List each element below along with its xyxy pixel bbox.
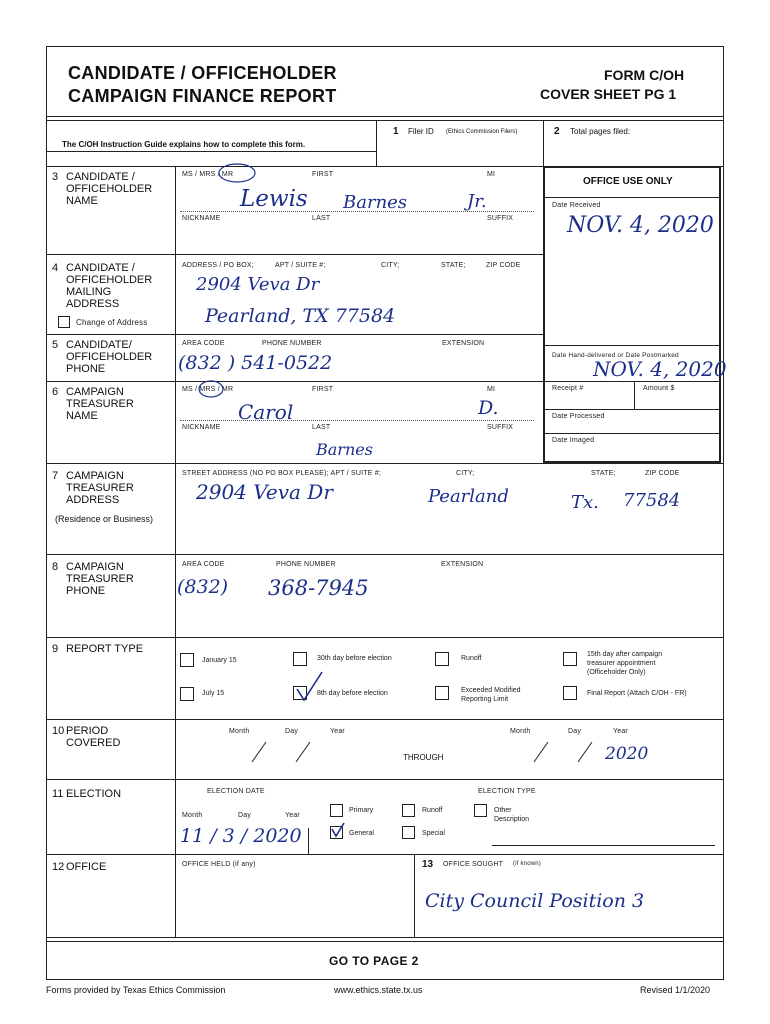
s5-area-label: AREA CODE	[182, 340, 225, 347]
s10-day-label: Day	[285, 728, 299, 735]
row-rule-12	[46, 937, 723, 938]
day15-checkbox[interactable]	[563, 652, 577, 666]
s3-last-label: LAST	[312, 215, 331, 222]
filer-id-note: (Ethics Commission Filers)	[446, 129, 518, 135]
s11-year-label: Year	[285, 812, 300, 819]
s10-end-day-label: Day	[568, 728, 582, 735]
postmark-label: Date Hand-delivered or Date Postmarked	[552, 352, 679, 359]
s7-zip-label: ZIP CODE	[645, 470, 680, 477]
s6-first-label: FIRST	[312, 386, 334, 393]
s13-value[interactable]: City Council Position 3	[425, 890, 645, 912]
s10-end-month-label: Month	[510, 728, 531, 735]
s8-phone-value[interactable]: 368-7945	[268, 576, 369, 600]
s7-num: 7	[52, 470, 59, 482]
s13-note: (if known)	[513, 861, 542, 867]
s10-num: 10	[52, 725, 65, 737]
divider-v1	[376, 120, 377, 166]
header-rule	[46, 116, 723, 117]
primary-label: Primary	[349, 807, 374, 814]
filer-id-label: Filer ID	[408, 127, 434, 136]
s3-suffix-label: SUFFIX	[487, 215, 514, 222]
day30-checkbox[interactable]	[293, 652, 307, 666]
office-use-title: OFFICE USE ONLY	[583, 176, 673, 187]
s8-area-label: AREA CODE	[182, 561, 225, 568]
s5-phone-value[interactable]: (832 ) 541-0522	[178, 352, 333, 374]
s4-address-label: ADDRESS / PO BOX;	[182, 262, 254, 269]
s4-address-line2[interactable]: Pearland, TX 77584	[205, 305, 396, 327]
other-checkbox[interactable]	[474, 804, 487, 817]
s7-city-label: CITY;	[456, 470, 475, 477]
primary-checkbox[interactable]	[330, 804, 343, 817]
row-rule-5	[46, 381, 543, 382]
day15-label: 15th day after campaign treasurer appointment (Officeholder Only)	[587, 651, 663, 676]
e-runoff-checkbox[interactable]	[402, 804, 415, 817]
instruction-underline	[46, 151, 376, 152]
s13-num: 13	[422, 859, 434, 870]
s4-zip-label: ZIP CODE	[486, 262, 521, 269]
other-label: Other Description	[494, 807, 530, 823]
s8-num: 8	[52, 561, 59, 573]
amount-label: Amount $	[643, 385, 675, 392]
office-use-rule-1	[545, 197, 719, 198]
s4-state-label: STATE;	[441, 262, 466, 269]
s6-mrs-circle	[196, 379, 226, 399]
s8-phone-label: PHONE NUMBER	[276, 561, 336, 568]
change-address-checkbox[interactable]	[58, 316, 70, 328]
s4-label: CANDIDATE / OFFICEHOLDER MAILING ADDRESS	[66, 262, 153, 310]
s5-label: CANDIDATE/ OFFICEHOLDER PHONE	[66, 339, 153, 375]
s11-num: 11	[52, 788, 64, 800]
processed-label: Date Processed	[552, 413, 605, 420]
s4-city-label: CITY;	[381, 262, 400, 269]
s7-street-value[interactable]: 2904 Veva Dr	[196, 480, 333, 504]
s5-phone-label: PHONE NUMBER	[262, 340, 322, 347]
s11-date-value[interactable]: 11 / 3 / 2020	[180, 825, 302, 847]
other-description-line	[492, 845, 715, 846]
s7-state-value[interactable]: Tx.	[571, 492, 599, 513]
office-use-vrule	[634, 381, 635, 409]
general-label: General	[349, 830, 374, 837]
go-to-page-2: GO TO PAGE 2	[329, 954, 419, 968]
s6-last-label: LAST	[312, 424, 331, 431]
imaged-label: Date Imaged	[552, 437, 595, 444]
s6-suffix-label: SUFFIX	[487, 424, 514, 431]
s3-first-label: FIRST	[312, 171, 334, 178]
s7-state-label: STATE;	[591, 470, 616, 477]
total-pages-num: 2	[554, 126, 560, 137]
s3-last-value[interactable]: Barnes	[343, 192, 408, 213]
s11-month-label: Month	[182, 812, 203, 819]
header-rule-2	[46, 120, 723, 121]
general-checkmark	[328, 820, 348, 840]
s7-sub-label: (Residence or Business)	[55, 514, 154, 524]
row-rule-4	[46, 334, 543, 335]
s3-first-value[interactable]: Lewis	[240, 186, 308, 212]
s7-zip-value[interactable]: 77584	[623, 490, 681, 511]
instruction-text: The C/OH Instruction Guide explains how to complete this form.	[62, 140, 306, 149]
total-pages-field[interactable]	[560, 140, 715, 162]
date-received-label: Date Received	[552, 202, 601, 209]
s10-start-slashes	[248, 740, 318, 764]
receipt-label: Receipt #	[552, 385, 584, 392]
e-runoff-label: Runoff	[422, 807, 443, 814]
day30-label: 30th day before election	[317, 655, 392, 662]
office-use-rule-3	[545, 381, 719, 382]
s3-num: 3	[52, 171, 59, 183]
s12-held-label: OFFICE HELD (if any)	[182, 861, 256, 868]
exceeded-checkbox[interactable]	[435, 686, 449, 700]
row-rule-3	[46, 254, 543, 255]
row-rule-12b	[46, 941, 723, 942]
s12-label: OFFICE	[66, 861, 107, 873]
jul15-label: July 15	[202, 690, 225, 697]
footer-provided: Forms provided by Texas Ethics Commission	[46, 985, 226, 995]
s13-label: OFFICE SOUGHT	[443, 861, 504, 868]
s4-address-line1[interactable]: 2904 Veva Dr	[196, 274, 320, 295]
divider-v2	[543, 120, 544, 166]
jan15-label: January 15	[202, 657, 237, 664]
s12-num: 12	[52, 861, 65, 873]
s6-dotted-line	[180, 420, 534, 421]
form-id-line1: FORM C/OH	[604, 67, 685, 83]
filer-id-field[interactable]	[400, 140, 540, 162]
s7-street-label: STREET ADDRESS (NO PO BOX PLEASE); APT / SUITE #;	[182, 470, 381, 477]
special-label: Special	[422, 830, 445, 837]
s10-year-label: Year	[330, 728, 345, 735]
s3-mr-circle	[217, 162, 257, 184]
s6-label: CAMPAIGN TREASURER NAME	[66, 386, 134, 422]
jan15-checkbox[interactable]	[180, 653, 194, 667]
s4-num: 4	[52, 262, 59, 274]
postmark-value[interactable]: NOV. 4, 2020	[593, 357, 727, 381]
jul15-checkbox[interactable]	[180, 687, 194, 701]
row-rule-8	[46, 637, 723, 638]
s10-end-year-label: Year	[613, 728, 628, 735]
label-column-divider	[175, 166, 176, 937]
s11-type-label: ELECTION TYPE	[478, 788, 536, 795]
s11-date-box-v	[308, 828, 309, 854]
office-use-rule-5	[545, 433, 719, 434]
s8-label: CAMPAIGN TREASURER PHONE	[66, 561, 134, 597]
s3-label: CANDIDATE / OFFICEHOLDER NAME	[66, 171, 153, 207]
final-label: Final Report (Attach C/OH - FR)	[587, 690, 687, 697]
s8-ext-label: EXTENSION	[441, 561, 484, 568]
form-title-line1: CANDIDATE / OFFICEHOLDER	[68, 63, 337, 83]
form-id-line2: COVER SHEET PG 1	[540, 86, 677, 102]
runoff-checkbox[interactable]	[435, 652, 449, 666]
day8-checkmark	[292, 670, 326, 704]
s3-ms-label: MS / MRS / MR	[182, 171, 234, 178]
s7-label: CAMPAIGN TREASURER ADDRESS	[66, 470, 134, 506]
s6-mi-label: MI	[487, 386, 496, 393]
s12-s13-divider	[414, 854, 415, 937]
s10-end-year-value[interactable]: 2020	[605, 744, 649, 764]
row-rule-9	[46, 719, 723, 720]
office-use-rule-4	[545, 409, 719, 410]
final-checkbox[interactable]	[563, 686, 577, 700]
s6-first-value[interactable]: Carol	[238, 400, 294, 424]
s6-last-value[interactable]: Barnes	[316, 440, 373, 459]
row-rule-10	[46, 779, 723, 780]
s4-change-label: Change of Address	[76, 318, 148, 327]
s9-num: 9	[52, 643, 59, 655]
s11-label: ELECTION	[66, 788, 122, 800]
runoff-label: Runoff	[461, 655, 482, 662]
s11-day-label: Day	[238, 812, 252, 819]
s9-label: REPORT TYPE	[66, 643, 144, 655]
footer-url[interactable]: www.ethics.state.tx.us	[334, 985, 423, 995]
form-title-line2: CAMPAIGN FINANCE REPORT	[68, 86, 337, 106]
footer-revised: Revised 1/1/2020	[640, 985, 711, 995]
row-rule-11	[46, 854, 723, 855]
s11-date-label: ELECTION DATE	[207, 788, 265, 795]
s5-num: 5	[52, 339, 59, 351]
s7-city-value[interactable]: Pearland	[428, 486, 509, 507]
row-rule-7	[46, 554, 723, 555]
s8-area-value[interactable]: (832)	[177, 576, 229, 598]
s6-mi-value[interactable]: D.	[478, 397, 499, 419]
s10-through: THROUGH	[403, 753, 444, 762]
special-checkbox[interactable]	[402, 826, 415, 839]
office-use-rule-2	[545, 345, 719, 346]
filer-id-num: 1	[393, 126, 399, 137]
row-rule-6	[46, 463, 723, 464]
day8-label: 8th day before election	[317, 690, 388, 697]
s10-label: PERIOD COVERED	[66, 725, 121, 749]
s6-nickname-label: NICKNAME	[182, 424, 221, 431]
total-pages-label: Total pages filed:	[570, 127, 631, 136]
s10-end-slashes	[530, 740, 600, 764]
s6-num: 6	[52, 386, 59, 398]
s3-nickname-label: NICKNAME	[182, 215, 221, 222]
s6-ms-label: MS / MRS / MR	[182, 386, 234, 393]
s3-mi-label: MI	[487, 171, 496, 178]
s5-ext-label: EXTENSION	[442, 340, 485, 347]
s3-suffix-value[interactable]: Jr.	[467, 191, 487, 212]
s10-month-label: Month	[229, 728, 250, 735]
s4-apt-label: APT / SUITE #;	[275, 262, 326, 269]
exceeded-label: Exceeded Modified Reporting Limit	[461, 687, 521, 703]
date-received-value[interactable]: NOV. 4, 2020	[567, 213, 714, 238]
